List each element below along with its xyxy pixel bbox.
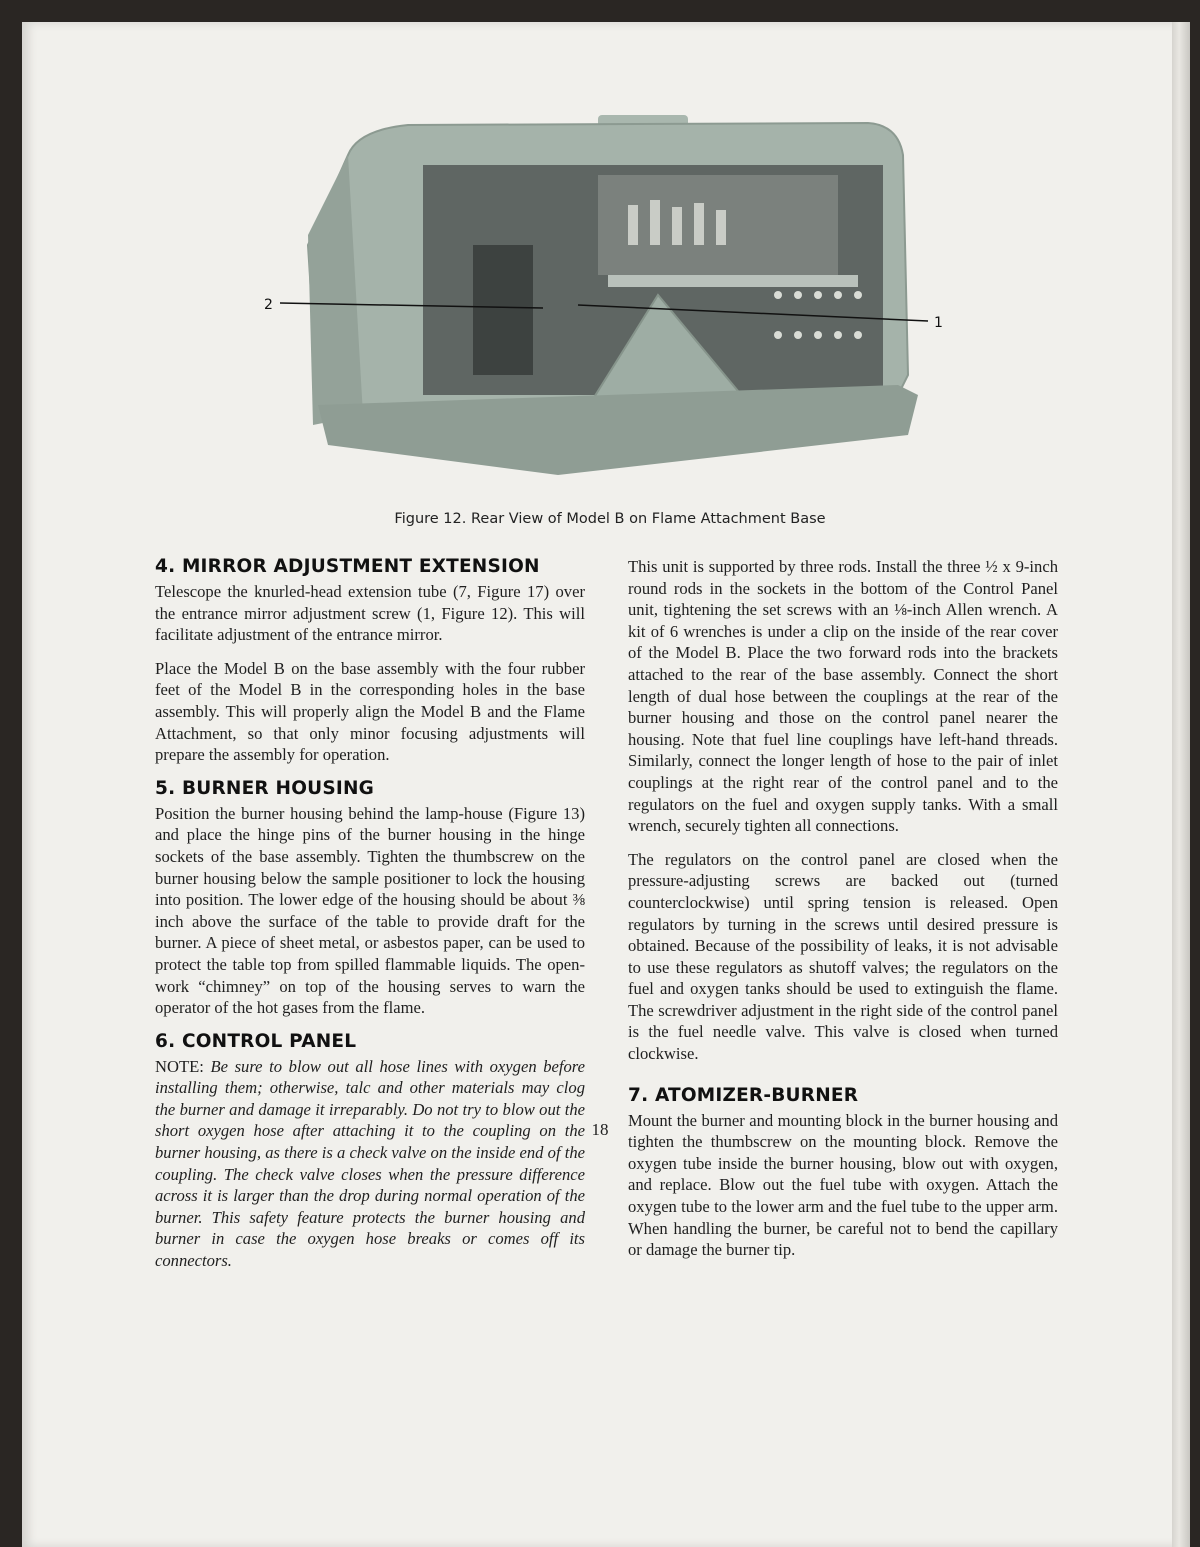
left-column — [155, 556, 585, 1284]
book-spine-edge — [1172, 22, 1190, 1547]
heading-burner-housing: 5. BURNER HOUSING — [155, 777, 375, 799]
paragraph: Position the burner housing behind the lamp-house (Figure 13) and place the hinge pins of the burner housing in the hinge sockets of the base assembly. Tighten the thumbscrew on the burner housing below the sample positioner to lock the housing into position. The lower edge of the housing should be about ⅜ inch above the surface of the table to provide draft for the burner. A piece of sheet metal, or asbestos paper, can be used to protect the table top from spilled flammable liquids. The open-work “chimney” on top of the housing serves to warn the operator of the hot gases from the flame. — [155, 803, 585, 1018]
figure-12-photo — [258, 95, 958, 495]
right-column — [628, 556, 1058, 1273]
paragraph: The regulators on the control panel are closed when the pressure-adjusting screws are backed out (turned counterclockwise) until spring tension is released. Open regulators by turning in the screws until desired pressure is obtained. Because of the possibility of leaks, it is not advisable to use these regulators as shutoff valves; the regulators on the fuel and oxygen tanks should be used to extinguish the flame. The screwdriver adjustment in the right side of the control panel is the fuel needle valve. This valve is closed when turned clockwise. — [628, 849, 1058, 1064]
callout-label-1: 1 — [934, 315, 943, 331]
electronics-shelf — [608, 275, 858, 287]
note-text: Be sure to blow out all hose lines with oxygen before installing them; otherwise, talc and other materials may clog the burner and damage it irreparably. Do not try to blow out the short oxygen hose after attaching it to the coupling on the burner housing, as there is a check valve on the inside end of the coupling. The check valve closes when the pressure difference across it is larger than the drop during normal operation of the burner. This safety feature protects the burner housing and burner in case the oxygen hose breaks or comes off its connectors. — [155, 1056, 585, 1271]
heading-atomizer-burner: 7. ATOMIZER-BURNER — [628, 1084, 859, 1106]
paragraph: Place the Model B on the base assembly with the four rubber feet of the Model B in the corresponding holes in the base assembly. This will properly align the Model B and the Flame Attachment, so that only minor focusing adjustments will prepare the assembly for operation. — [155, 658, 585, 765]
paragraph: Telescope the knurled-head extension tube (7, Figure 17) over the entrance mirror adjustment screw (1, Figure 12). This will facilitate adjustment of the entrance mirror. — [155, 582, 585, 645]
note-paragraph — [155, 1056, 585, 1272]
callout-label-2: 2 — [264, 297, 273, 313]
paragraph: Mount the burner and mounting block in the burner housing and tighten the thumbscrew on the mounting block. Remove the oxygen tube inside the burner housing, blow out with oxygen, and replace. Blow out the fuel tube with oxygen. Attach the oxygen tube to the lower arm and the fuel tube to the upper arm. When handling the burner, be careful not to bend the capillary or damage the burner tip. — [628, 1110, 1058, 1260]
note-label: NOTE: — [155, 1056, 204, 1076]
figure-caption: Figure 12. Rear View of Model B on Flame Attachment Base — [394, 511, 826, 527]
lamp-housing-block — [473, 245, 533, 375]
heading-mirror-adjustment: 4. MIRROR ADJUSTMENT EXTENSION — [155, 556, 540, 577]
heading-control-panel: 6. CONTROL PANEL — [155, 1030, 357, 1052]
paragraph: This unit is supported by three rods. Install the three ½ x 9-inch round rods in the sockets in the bottom of the Control Panel unit, tightening the set screws with an ⅛-inch Allen wrench. A kit of 6 wrenches is under a clip on the inside of the rear cover of the Model B. Place the two forward rods into the brackets attached to the rear of the base assembly. Connect the short length of dual hose between the couplings at the rear of the burner housing and those on the control panel nearer the housing. Note that fuel line couplings have left-hand threads. Similarly, connect the longer length of hose to the pair of inlet couplings at the right rear of the control panel and to the regulators on the fuel and oxygen supply tanks. With a small wrench, securely tighten all connections. — [628, 557, 1058, 836]
page-number: 18 — [591, 1120, 609, 1139]
